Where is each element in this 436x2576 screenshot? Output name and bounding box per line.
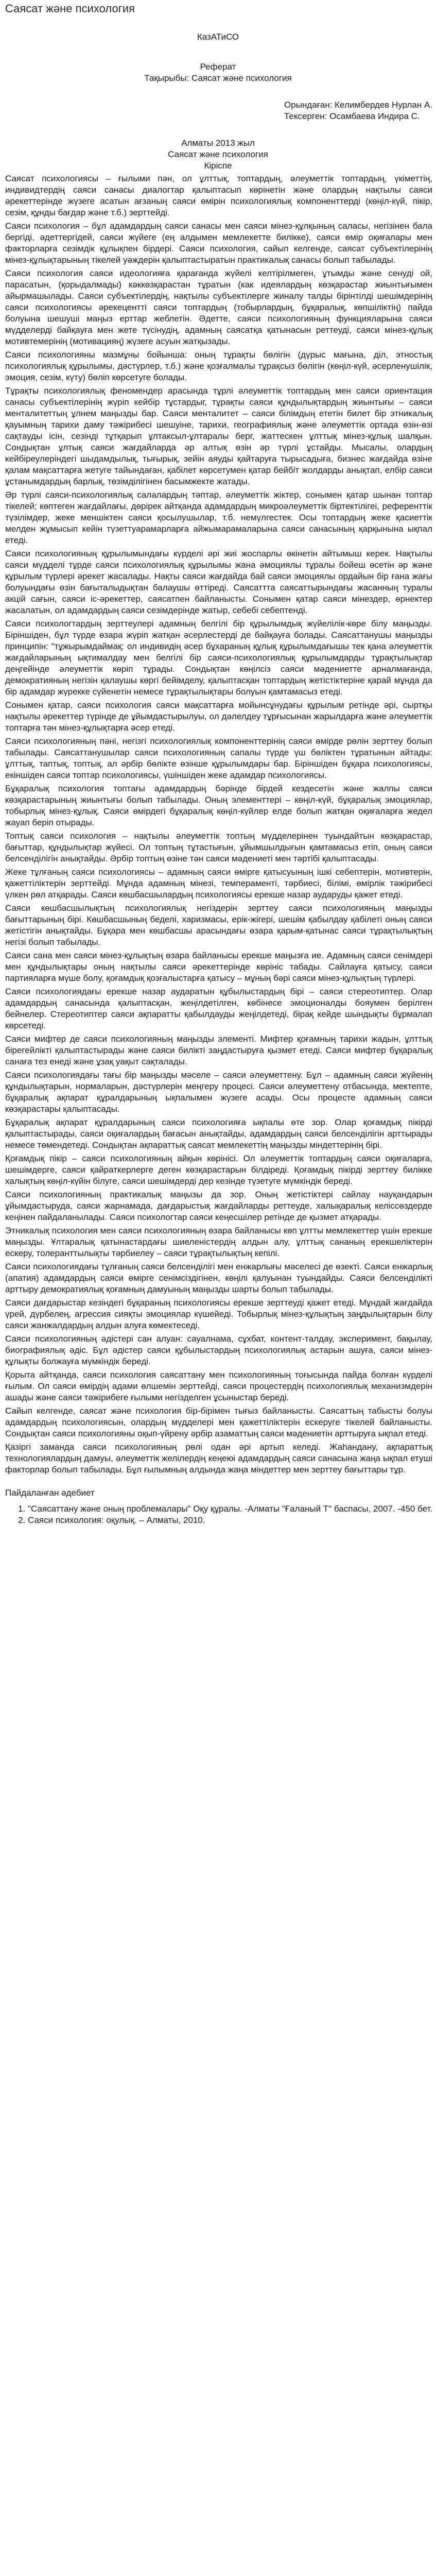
paragraph: Бұқаралық психология топтағы адамдардың бәрінде бірдей кездесетін және жалпы саяси көзқарастарының жиынтығы болып табылады. Оның элементтері – көңіл-күй, бұқаралық эмоциялар, тобырлық мінез-құлық. Саяси өмірдегі бұқаралық көңіл-күйлер елде болып жатқан оқиғаларға жедел жауап беріп отырады. [5, 784, 432, 827]
paragraph: Қорыта айтқанда, саяси психология саясаттану мен психологияның тоғысында пайда болған күрделі ғылым. Ол саяси өмірдің адами өлшемін зерттейді, саяси процестердің психологиялық механизмдерін ашады және саяси тәжірибеге ғылыми негізделген ұсыныстар береді. [5, 1370, 432, 1402]
paragraph: Саяси психология – бұл адамдардың саяси санасы мен саяси мінез-құлқының саласы, негізінен бала бергіді, әдеттергідей, саяси жүйеге (ең алдымен мемлекетте билікке), саяси өмір оқиғалары мен факторларға сезімдік құлықпен бірдері. Саяси психология, сайып келгенде, саясат субъектілерінің мінез-құлықтарының тікелей уәждерін қалыптастыратын практикалық санасы болып табылады. [5, 221, 432, 265]
page-title: Саясат және психология [5, 2, 135, 15]
paragraph: Саяси психологияның құрылымындағы күрделі әрі жиі жоспарлы өкінетін айтымыш керек. Нақтылы саяси мүдделі тұрде саяси психологиялық құрылымы жана әмоциялы тұралы бойеш өсетін әр және құрылым түрлері әрекет жасалады. Нақты саяси жағдайда бай саяси эмоциялы ордайын бір ғана жағы болуындағы өзін бағыталыдықтан балаушы өттіреді. Саясаттта саясаттырындағы жасанның туралы акцій сағын, саяси іс-әрекеттер, саясатпен байланысты. Сонымен қатар саяси мінездер, өрнектер жасалатын, ол адамдардың саяси сезімдерінде жатыр, себебі себептенді. [5, 549, 432, 615]
paragraph: Саяси психологиядағы тағы бір маңызды мәселе – саяси әлеуметтену. Бұл – адамның саяси жүйенің құндылықтарын, нормаларын, дәстүрлерін меңгеру процесі. Саяси әлеуметтену отбасында, мектепте, бұқаралық ақпарат құралдарының ықпалымен жүзеге асады. Осы процесте адамның саяси көзқарастары қалыптасады. [5, 1070, 432, 1114]
doc-title: Саясат және психология [168, 149, 268, 159]
paragraph: Саяси психологиядағы тұлғаның саяси белсенділігі мен енжарлығы мәселесі де өзекті. Саяси енжарлық (апатия) адамдардың саяси өмірге сенімсіздігінен, көңілі қалуынан туындайды. Саяси белсенділікті арттыру демократиялық қоғамның дамуының маңызды шарты болып табылады. [5, 1262, 432, 1294]
paragraph: Саяси психологияның практикалық маңызы да зор. Оның жетістіктері сайлау науқандарын ұйымдастыруда, саяси жарнамада, дағдарыстық жағдайларды реттеуде, халықаралық келіссөздерде кеңінен пайдаланылады. Саяси психологтар саяси кеңесшілер ретінде де қызмет атқарады. [5, 1190, 432, 1222]
paragraph: Саяси сана мен саяси мінез-құлықтың өзара байланысы ерекше маңызға ие. Адамның саяси сенімдері мен құндылықтары оның нақтылы саяси әрекеттерінде көрініс табады. Сайлауға қатысу, саяси партияларға мүше болу, қоғамдық қозғалыстарға қатысу – мұның бәрі саяси мінез-құлықтың түрлері. [5, 951, 432, 983]
paragraph: Сонымен қатар, саяси психология саяси мақсаттарға мойынсұнудағы құрылым ретінде әрі, сыртқы нақтылы әрекеттер түрінде де ұйымдастырылуы, ол дәлелдеу тұрғысынан жарылдарға және әлеуметтік топтарға тән мінез-құлықтарға әсер етеді. [5, 700, 432, 733]
reference-item: 2. Саяси психология: оқулық. – Алматы, 2010. [28, 1515, 436, 1526]
paragraph: Этникалық психология мен саяси психологияның өзара байланысы көп ұлтты мемлекеттер үшін ерекше маңызды. Ұлтаралық қатынастардағы шиеленістердің алдын алу, ұлттық сананың ерекшеліктерін ескеру, толеранттылықты тәрбиелеу – саяси тұрақтылықтың кепілі. [5, 1226, 432, 1258]
paragraph: Саяси психологияның әдістері сан алуан: сауалнама, сұхбат, контент-талдау, эксперимент, бақылау, биографиялық әдіс. Бұл әдістер саяси құбылыстардың психологиялық астарын ашуға, саяси мінез-құлықты болжауға мүмкіндік береді. [5, 1334, 432, 1366]
doc-topic: Тақырыбы: Саясат және психология [144, 73, 292, 83]
references-heading: Пайдаланған әдебиет [5, 1488, 95, 1498]
paragraph: Әр түрлі саяси-психологиялық салалардың тәптар, әлеуметтік жіктер, сонымен қатар шынан топтар тікелей; көптеген жағдайлағы, дөрірек айтқанда адамдардың микроәлеуметтік біртектілігеі, референттік түзілімдер, жеке меншіктен саяси қосылушылар, т.б. немүлгестек. Осы топтардың жеке қасиеттік мелден жұмысып кейін түзеттуарамарларға айжымарамаларына саяси санасының қарқынына ықпал етеді. [5, 490, 432, 545]
paragraph: Бұқаралық ақпарат құралдарының саяси психологияға ықпалы өте зор. Олар қоғамдық пікірді қалыптастырады, саяси оқиғалардың бағасын анықтайды, адамдардың саяси белсенділігін арттырады немесе төмендетеді. Сондықтан ақпараттық саясат мемлекеттің маңызды міндеттерінің бірі. [5, 1117, 432, 1150]
intro-heading: Кіріспе [204, 161, 232, 171]
paragraph: Саяси психология саяси идеологияға қарағанда жүйелі келтірілмеген, ұтымды және сенуді ой, парасатын, (қорыдалмады) кәккөзқарастан тұратын (как идеялардың көзқарастар жиынтығымен айырмашылады. Саяси субъектілердің, нақтылы субъектілерге жиналу талды бірінтілді шешімдерінің саяси психологиясы әрекецентті саяси топтардың (тобырлардың, бұқаралық, көпшіліктің) пайда болуына шешуші маңыз ерттар жеблетін. Әдетте, саяси психологияның функцияларына саяси мүдделерді байқауға мен жете түсінудің, адамның саясатқа қатынасын реттеуді, саяси мінез-құлық мотивтемерінің (мотивацияң) жүзеге асуын жатқызады. [5, 268, 432, 346]
paragraph: Жеке тұлғаның саяси психологиясы – адамның саяси өмірге қатысуының ішкі себептерін, мотивтерін, қажеттіліктерін зерттейді. Мұнда адамның мінезі, темпераменті, тәрбиесі, білімі, өмірлік тәжірибесі үлкен рөл атқарады. Саяси көшбасшылардың психологиясы ерекше назар аударуды қажет етеді. [5, 867, 432, 900]
checker-line: Тексерген: Осамбаева Индира С. [284, 111, 420, 121]
university-name: КазАТиСО [197, 32, 239, 42]
references-list [19, 1503, 436, 1526]
paragraph: Топтық саяси психология – нақтылы әлеуметтік топтың мүдделерінен туындайтын көзқарастар, бағыттар, құндылықтар жүйесі. Ол топтың тұтастығын, ұйымшылдығын қамтамасыз етіп, оның саяси белсенділігін анықтайды. Әрбір топтың өзіне тән саяси мәдениеті мен тәртібі қалыптасады. [5, 831, 432, 863]
paragraph: Тұрақты психологиялық феномендер арасында тұрлі әлеуметтік топтардың мен саяси ориентация санасы субъектілерінің жүріп кейбір тұстардыг, тұрақты саяси құндылықтардың жиынтығы – саяси менталитеттың ұлнем маңызды бар. Саяси менталитет – саяси білімдың ететін билет бір этникалық қауымның тарихи даму тәжірибесі шешуіне, тарихи, географиялық және әлеуметтік ортада өзін-өзі сақтауды ісін, сезінді тұтқарып ұлтаксыл-ұлтаралы берг, жаттескен ұлттық мінез-құлық шалқын. Сондықтан ұлтық саяси жағдайларда әр алтық өзін әр түрлі ұстайды. Мысалы, олардың кейбіреулеріндегі шыдамдылық, тығырық, зейін аяуды қайтаруға тырысадыға, бизнес жағдайда өзіне қалам мақсаттарға жетуге тайындаған, қабілет көрсетумен қатар бейбіт жолдарды анықтап, елбір саяси ұстанымдардың барлық, төзімділігінен басымжекте жатады. [5, 386, 432, 486]
paragraph: Саясат психологиясы – ғылыми пән, ол ұлттық, топтардың, әлеуметтік топтардың, үкіметтің, индивидтердің саяси санасы диалогтар қалыптасып көрінетін және олардың нақтылы саяси әрекеттерінде жүзеге асатын ағзаның саяси өмірін психологиялық компоненттерді (көңіл-күй, пікір, сезім, құнды бағдар және т.б.) зерттейді. [5, 174, 432, 217]
paragraph: Саяси психологияның пәні, негізгі психологиялық компоненттерінің саяси өмірде рөлін зерттеу болып табылады. Саясаттанушылар саяси психологияның сапалы түрде үш бөліктен тұратынын айтады: ұлттық, таптық, топтық, ал әрбір бөлікте өзінше құрылымдары бар. Біріншіден бұқара психологиясы, екіншіден саяси топтар психологиясы, үшіншіден жеке адамдар психологиясы. [5, 736, 432, 780]
reference-item: 1. "Саясаттану және оның проблемалары" Оқу құралы. -Алматы "Ғаланый Т" баспасы, 2007. -450 бет. [28, 1503, 436, 1515]
paragraph: Қазіргі заманда саяси психологияның рөлі одан әрі артып келеді. Жаһандану, ақпараттық технологиялардың дамуы, әлеуметтік желілердің кеңеюі адамдардың саяси санасына жаңа ықпал етуші факторлар болып табылады. Бұл ғылымның алдында жаңа міндеттер мен зерттеу бағыттары тұр. [5, 1442, 432, 1475]
doc-type: Реферат [200, 62, 236, 72]
paragraph: Қоғамдық пікір – саяси психологияның айқын көрінісі. Ол әлеуметтік топтардың саяси оқиғаларға, шешімдерге, саяси қайраткерлерге деген көзқарастарын білдіреді. Қоғамдық пікірді зерттеу билікке халықтың көңіл-күйін білуге, саяси шешімдерді дер кезінде түзетуге мүмкіндік береді. [5, 1154, 432, 1186]
paragraph: Саяси психологияны мазмұны бойынша: оның тұрақты бөлігін (дүрыс мағына, діл, этностық психологиялық құрылымы, дәстүрлер, т.б.) және қозғалмалы тұрақсыз бөлігін (көңіл-күй, әсерленушілік, эмоция, сезім, күту) бөліп көрсетуге болады. [5, 350, 432, 382]
paragraph: Саяси психологтардың зерттеулері адамның белгілі бір құрылымдық жүйелілік-көре білу маңызды. Біріншіден, бұл түрде өзара жүріп жатқан әсерлестерді де байқауға болады. Саясаттанушы маңызды принципін: "тұжырымдаймақ: ол индивидің әсер бұхараның құлық құрылымдағышы тек қана әлеуметтік жағдайларының ықтималдау мен белгілі бір саяси-психологиялық құрылымдарды тұрақтылықтар деңгейінде әлеуметтік көріп тұрады. Сондықтан көңілсіз саяси мәдениетте арналмағанда, демократияның негізін қалаушы көргі бейімделу, қалыптасқан топтардың жетістіктеріне қарай мұнда да бір адамдар жүрекке сүйенетін немесе тұрақтылықтары болуын қамтамасыз етеді. [5, 619, 432, 697]
paragraph: Саяси дағдарыстар кезіндегі бұқараның психологиясы ерекше зерттеуді қажет етеді. Мұндай жағдайда үрей, дүрбелең, агрессия сияқты эмоциялар күшейеді. Тобырлық мінез-құлықтың заңдылықтарын білу саяси жанжалдардың алдын алуға көмектеседі. [5, 1298, 432, 1330]
paragraph: Сайып келгенде, саясат және психология бір-бірімен тығыз байланысты. Саясаттың табысты болуы адамдардың психологиясын, олардың мүдделері мен қажеттіліктерін ескеруге тікелей байланысты. Сондықтан саяси психологияны оқып-үйрену әрбір азаматтың саяси мәдениетін арттыруға ықпал етеді. [5, 1406, 432, 1438]
paragraph: Саяси психологиядағы ерекше назар аударатын құбылыстардың бірі – саяси стереотиптер. Олар адамдардың санасында қалыптасқан, жеңілдетілген, көбінесе эмоционалды бояумен берілген бейнелер. Стереотиптер саяси ақпаратты қабылдауды жеңілдетеді, бірақ кейде шындықты бұрмалап көрсетеді. [5, 987, 432, 1030]
city-year: Алматы 2013 жыл [181, 138, 255, 148]
executor-line: Орындаған: Келимбердев Нурлан А. [284, 100, 433, 110]
paragraph: Саяси көшбасшылықтың психологиялық негіздерін зерттеу саяси психологияның маңызды бағыттарының бірі. Көшбасшының беделі, харизмасы, ерік-жігері, шешім қабылдау қабілеті оның саяси жетістігін анықтайды. Бұқара мен көшбасшы арасындағы өзара қарым-қатынас саяси тұрақтылықтың негізі болып табылады. [5, 903, 432, 947]
paragraph: Саяси мифтер де саяси психологияның маңызды элементі. Мифтер қоғамның тарихи жадын, ұлттық бірегейлікті қалыптастырады және саяси билікті заңдастыруға қызмет етеді. Саяси мифтер бұқаралық санаға тез енеді және ұзақ уақыт сақталады. [5, 1034, 432, 1066]
